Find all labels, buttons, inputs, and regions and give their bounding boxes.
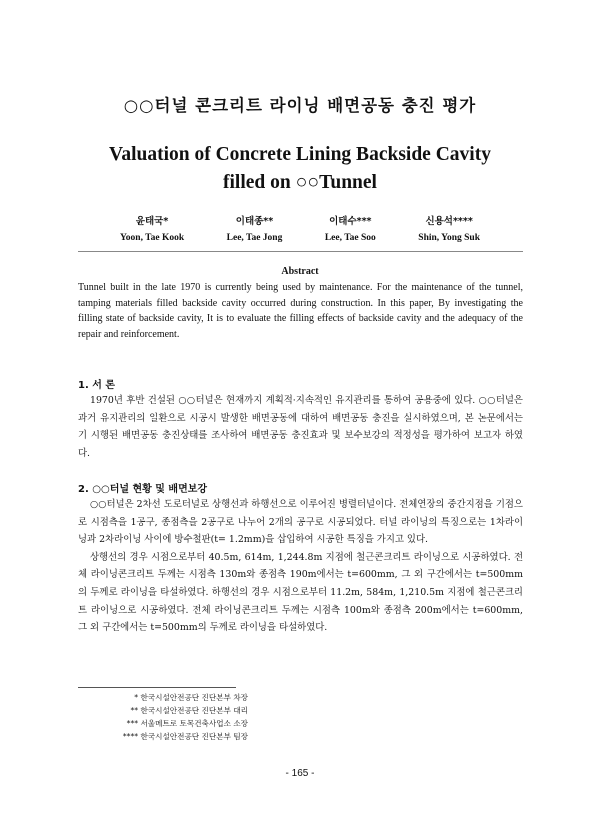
- abstract-text: Tunnel built in the late 1970 is currently being used by maintenance. For the maintenance of the tunnel, tamping materials filled backside cavity occurred during construction. In this paper, By investigating the filling state of backside cavity, It is to evaluate the filling effects of backside cavity and the adequacy of the repair and reinforcement.: [78, 282, 523, 340]
- author-list: [120, 214, 480, 246]
- footnote-1: * 한국시설안전공단 진단본부 차장: [134, 693, 248, 702]
- page-number: - 165 -: [285, 768, 315, 779]
- footnotes: [78, 691, 258, 743]
- footnote-3: *** 서울메트로 토목건축사업소 소장: [126, 719, 248, 728]
- author-3-korean-name: 이태수***: [329, 216, 372, 227]
- section-1-body: [78, 392, 523, 462]
- author-3-english-name: Lee, Tae Soo: [324, 233, 376, 243]
- author-4: [418, 214, 480, 246]
- author-1: [120, 214, 184, 246]
- header-divider: [78, 251, 523, 252]
- author-4-english-name: Shin, Yong Suk: [418, 233, 480, 243]
- footnote-2: ** 한국시설안전공단 진단본부 대리: [130, 706, 248, 715]
- author-2: [227, 214, 283, 246]
- author-2-korean-name: 이태종**: [235, 216, 274, 227]
- author-2-english-name: Lee, Tae Jong: [226, 233, 283, 243]
- english-title: [0, 141, 600, 197]
- footnote-divider: [78, 687, 236, 688]
- section-2-paragraph-1: ○○터널은 2차선 도로터널로 상행선과 하행선으로 이루어진 병렬터널이다. 전체연장의 중간지점을 기점으로 시점측을 1공구, 종점측을 2공구로 나누어 2개의 공구로 시공되었다. 터널 라이닝의 특징으로는 1차라이닝과 2차라이닝 사이에 방수철판(t= 1.2mm)을 삽입하여 시공한 특징을 가지고 있다.: [78, 499, 523, 546]
- author-1-english-name: Yoon, Tae Kook: [120, 233, 185, 243]
- section-2-paragraph-2: 상행선의 경우 시점으로부터 40.5m, 614m, 1,244.8m 지점에 철근콘크리트 라이닝으로 시공하였다. 전체 라이닝콘크리트 두께는 시점측 130m와 종점측 190m에서는 t=600mm, 그 외 구간에서는 t=500mm의 두께로 라이닝을 타설하였다. 하행선의 경우 시점으로부터 11.2m, 584m, 1,210.5m 지점에 철근콘크리트 라이닝으로 시공하였다. 전체 라이닝콘크리트 두께는 시점측 100m와 종점측 200m에서는 t=600mm, 그 외 구간에서는 t=500mm의 두께로 라이닝을 타설하였다.: [78, 551, 523, 634]
- section-2-body: [78, 496, 523, 637]
- korean-title: ○○터널 콘크리트 라이닝 배면공동 충진 평가: [123, 96, 477, 115]
- section-1-paragraph-1: 1970년 후반 건설된 ○○터널은 현재까지 계획적·지속적인 유지관리를 통하여 공용중에 있다. ○○터널은 과거 유지관리의 일환으로 시공시 발생한 배면공동에 대하여 배면공동 충진을 실시하였으며, 본 논문에서는 기 시행된 배면공동 충진상태를 조사하여 배면공동 충진효과 및 보수보강의 적정성을 평가하여 보고자 하였다.: [78, 395, 523, 459]
- author-4-korean-name: 신용석****: [425, 216, 473, 227]
- english-title-line-2: filled on ○○Tunnel: [223, 172, 377, 193]
- author-3: [325, 214, 376, 246]
- section-1-heading: 1. 서 론: [78, 380, 116, 391]
- english-title-line-1: Valuation of Concrete Lining Backside Cavity: [109, 144, 491, 165]
- section-2-heading: 2. ○○터널 현황 및 배면보강: [78, 484, 208, 495]
- abstract-heading: Abstract: [281, 266, 319, 277]
- author-1-korean-name: 윤태국*: [135, 216, 169, 227]
- footnote-4: **** 한국시설안전공단 진단본부 팀장: [122, 732, 248, 741]
